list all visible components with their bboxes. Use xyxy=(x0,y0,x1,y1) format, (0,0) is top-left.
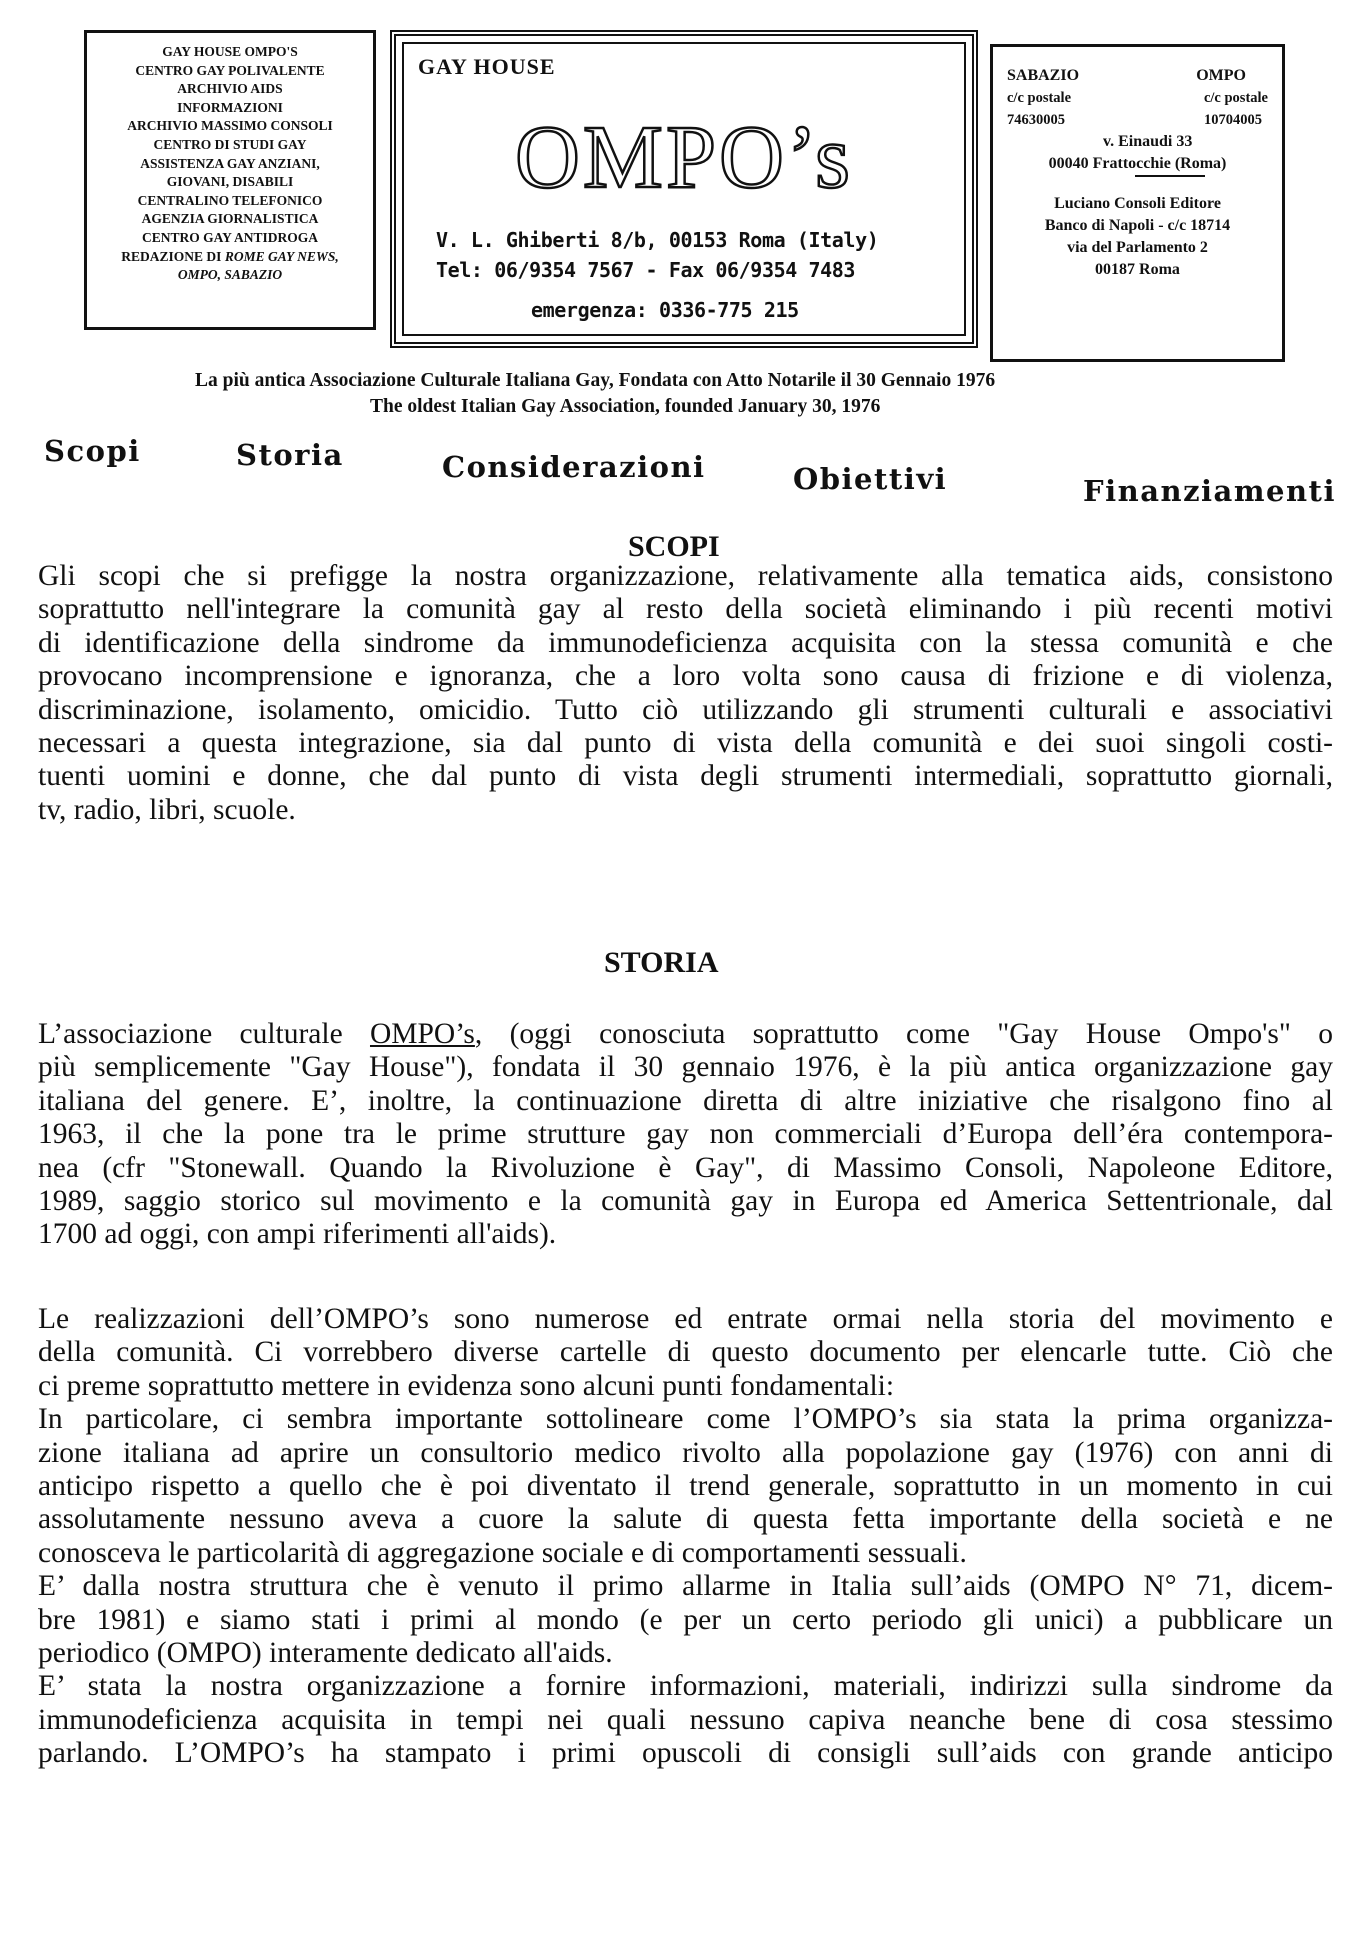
editor-name: Luciano Consoli Editore xyxy=(1054,195,1221,212)
sabazio-number: 74630005 xyxy=(1007,112,1065,128)
nav-link-obiettivi[interactable]: Obiettivi xyxy=(793,462,948,496)
redazione-prefix: REDAZIONE DI xyxy=(121,248,225,264)
tagline-italian: La più antica Associazione Culturale Italiana Gay, Fondata con Atto Notarile il 30 Gennaio 1976 xyxy=(195,370,996,391)
services-line: ASSISTENZA GAY ANZIANI, xyxy=(140,155,320,171)
text-line: Gli scopi che si prefigge la nostra organizzazione, relativamente alla tematica aids, consistono xyxy=(38,560,1333,592)
accounts-titles xyxy=(1007,65,1268,87)
sabazio-title: SABAZIO xyxy=(1007,67,1080,84)
text-line: bre 1981) e siamo stati i primi al mondo (e per un certo periodo gli unici) a pubblicare un xyxy=(38,1603,1333,1636)
text-line: E’ dalla nostra struttura che è venuto il primo allarme in Italia sull’aids (OMPO N° 71, dicem- xyxy=(38,1570,1333,1603)
text-line: più semplicemente "Gay House"), fondata il 30 gennaio 1976, è la più antica organizzazione gay xyxy=(38,1051,1333,1084)
text-line xyxy=(38,1018,1333,1051)
services-line: INFORMAZIONI xyxy=(177,99,283,115)
section-title-scopi: SCOPI xyxy=(628,530,720,563)
text-fragment: L’associazione culturale xyxy=(38,1018,370,1050)
text-line: 1963, il che la pone tra le prime strutture gay non commerciali d’Europa dell’éra contempora- xyxy=(38,1118,1333,1151)
services-line: CENTRO GAY ANTIDROGA xyxy=(141,229,319,245)
text-line: parlando. L’OMPO’s ha stampato i primi opuscoli di consigli sull’aids con grande anticipo xyxy=(38,1737,1333,1770)
editor-city: 00187 Roma xyxy=(1095,261,1180,278)
redazione-publication: ROME GAY NEWS, xyxy=(224,248,339,264)
text-line: immunodeficienza acquisita in tempi nei quali nessuno capiva neanche bene di cosa stessimo xyxy=(38,1703,1333,1736)
nav-link-scopi[interactable]: Scopi xyxy=(44,434,141,468)
text-line: provocano incomprensione e ignoranza, che a loro volta sono causa di frizione e di violenza, xyxy=(38,660,1333,693)
services-line: GIOVANI, DISABILI xyxy=(166,174,294,190)
text-line: anticipo rispetto a quello che è poi diventato il trend generale, soprattutto in un momento in cui xyxy=(38,1470,1333,1503)
accounts-city: 00040 Frattocchie (Roma) xyxy=(1048,155,1227,172)
nav-link-finanziamenti[interactable]: Finanziamenti xyxy=(1083,474,1336,508)
text-line: In particolare, ci sembra importante sottolineare come l’OMPO’s sia stata la prima organizza- xyxy=(38,1403,1333,1436)
editor-bank: Banco di Napoli - c/c 18714 xyxy=(1044,217,1231,234)
redazione-line-2: OMPO, SABAZIO xyxy=(177,267,283,283)
text-line: 1700 ad oggi, con ampi riferimenti all'aids). xyxy=(38,1218,557,1251)
text-line: tv, radio, libri, scuole. xyxy=(38,793,296,826)
text-line: ci preme soprattutto mettere in evidenza sono alcuni punti fondamentali: xyxy=(38,1369,895,1402)
text-line: necessari a questa integrazione, sia dal punto di vista della comunità e dei suoi singoli costi- xyxy=(38,727,1333,760)
text-line: italiana del genere. E’, inoltre, la continuazione diretta di altre iniziative che risalgono fino al xyxy=(38,1084,1333,1117)
ompo-number: 10704005 xyxy=(1204,112,1262,128)
services-box xyxy=(84,30,376,330)
letterhead-box xyxy=(390,30,978,348)
text-line: conosceva le particolarità di aggregazione sociale e di comportamenti sessuali. xyxy=(38,1536,967,1569)
letterhead-phone-fax: Tel: 06/9354 7567 - Fax 06/9354 7483 xyxy=(436,258,856,282)
text-line: assolutamente nessuno aveva a cuore la salute di questa fetta importante della società e ne xyxy=(38,1503,1333,1536)
accounts-box xyxy=(990,44,1285,362)
text-line: periodico (OMPO) interamente dedicato all'aids. xyxy=(38,1637,613,1670)
text-line: di identificazione della sindrome da immunodeficienza acquisita con la stessa comunità e che xyxy=(38,626,1333,659)
letterhead-address: V. L. Ghiberti 8/b, 00153 Roma (Italy) xyxy=(436,228,879,252)
ompos-link[interactable]: OMPO’s xyxy=(369,1018,475,1050)
scopi-paragraph xyxy=(38,560,1333,827)
accounts-labels xyxy=(1007,87,1268,109)
storia-paragraph-2 xyxy=(38,1303,1333,1771)
text-line: E’ stata la nostra organizzazione a fornire informazioni, materiali, indirizzi sulla sindrome da xyxy=(38,1670,1333,1703)
ompos-logo: OMPO’s xyxy=(514,108,854,207)
services-line: CENTRO GAY POLIVALENTE xyxy=(135,62,325,78)
accounts-street: v. Einaudi 33 xyxy=(1103,133,1193,150)
services-line: AGENZIA GIORNALISTICA xyxy=(141,211,319,227)
nav-link-considerazioni[interactable]: Considerazioni xyxy=(442,450,706,484)
ompo-title: OMPO xyxy=(1196,67,1246,84)
text-line: Le realizzazioni dell’OMPO’s sono numerose ed entrate ormai nella storia del movimento e xyxy=(38,1303,1333,1335)
services-line: ARCHIVIO AIDS xyxy=(177,81,283,97)
section-title-storia: STORIA xyxy=(604,946,719,979)
storia-paragraph-1 xyxy=(38,1018,1333,1252)
services-line: CENTRO DI STUDI GAY xyxy=(153,136,307,152)
services-line: ARCHIVIO MASSIMO CONSOLI xyxy=(127,118,333,134)
editor-street: via del Parlamento 2 xyxy=(1067,239,1208,256)
services-line: CENTRALINO TELEFONICO xyxy=(137,192,323,208)
text-line: tuenti uomini e donne, che dal punto di vista degli strumenti intermediali, soprattutto giornali, xyxy=(38,760,1333,793)
nav-link-storia[interactable]: Storia xyxy=(236,438,344,472)
text-line: 1989, saggio storico sul movimento e la comunità gay in Europa ed America Settentrionale, dal xyxy=(38,1185,1333,1218)
tagline-english: The oldest Italian Gay Association, founded January 30, 1976 xyxy=(370,396,881,417)
letterhead-kicker: GAY HOUSE xyxy=(418,54,556,79)
ompo-label: c/c postale xyxy=(1203,90,1268,106)
text-line: della comunità. Ci vorrebbero diverse cartelle di questo documento per elencarle tutte. Ciò che xyxy=(38,1336,1333,1369)
text-line: soprattutto nell'integrare la comunità gay al resto della società eliminando i più recenti motivi xyxy=(38,593,1333,626)
services-line: GAY HOUSE OMPO'S xyxy=(162,44,298,59)
redazione-line xyxy=(93,248,367,267)
text-line: zione italiana ad aprire un consultorio medico rivolto alla popolazione gay (1976) con anni di xyxy=(38,1436,1333,1469)
sabazio-label: c/c postale xyxy=(1007,90,1072,106)
accounts-numbers xyxy=(1007,109,1268,131)
text-line: nea (cfr "Stonewall. Quando la Rivoluzione è Gay", di Massimo Consoli, Napoleone Editore, xyxy=(38,1151,1333,1184)
text-line: discriminazione, isolamento, omicidio. Tutto ciò utilizzando gli strumenti culturali e associativi xyxy=(38,693,1333,726)
text-fragment: , (oggi conosciuta soprattutto come "Gay House Ompo's" o xyxy=(474,1018,1333,1050)
letterhead-emergency: emergenza: 0336-775 215 xyxy=(531,298,799,322)
